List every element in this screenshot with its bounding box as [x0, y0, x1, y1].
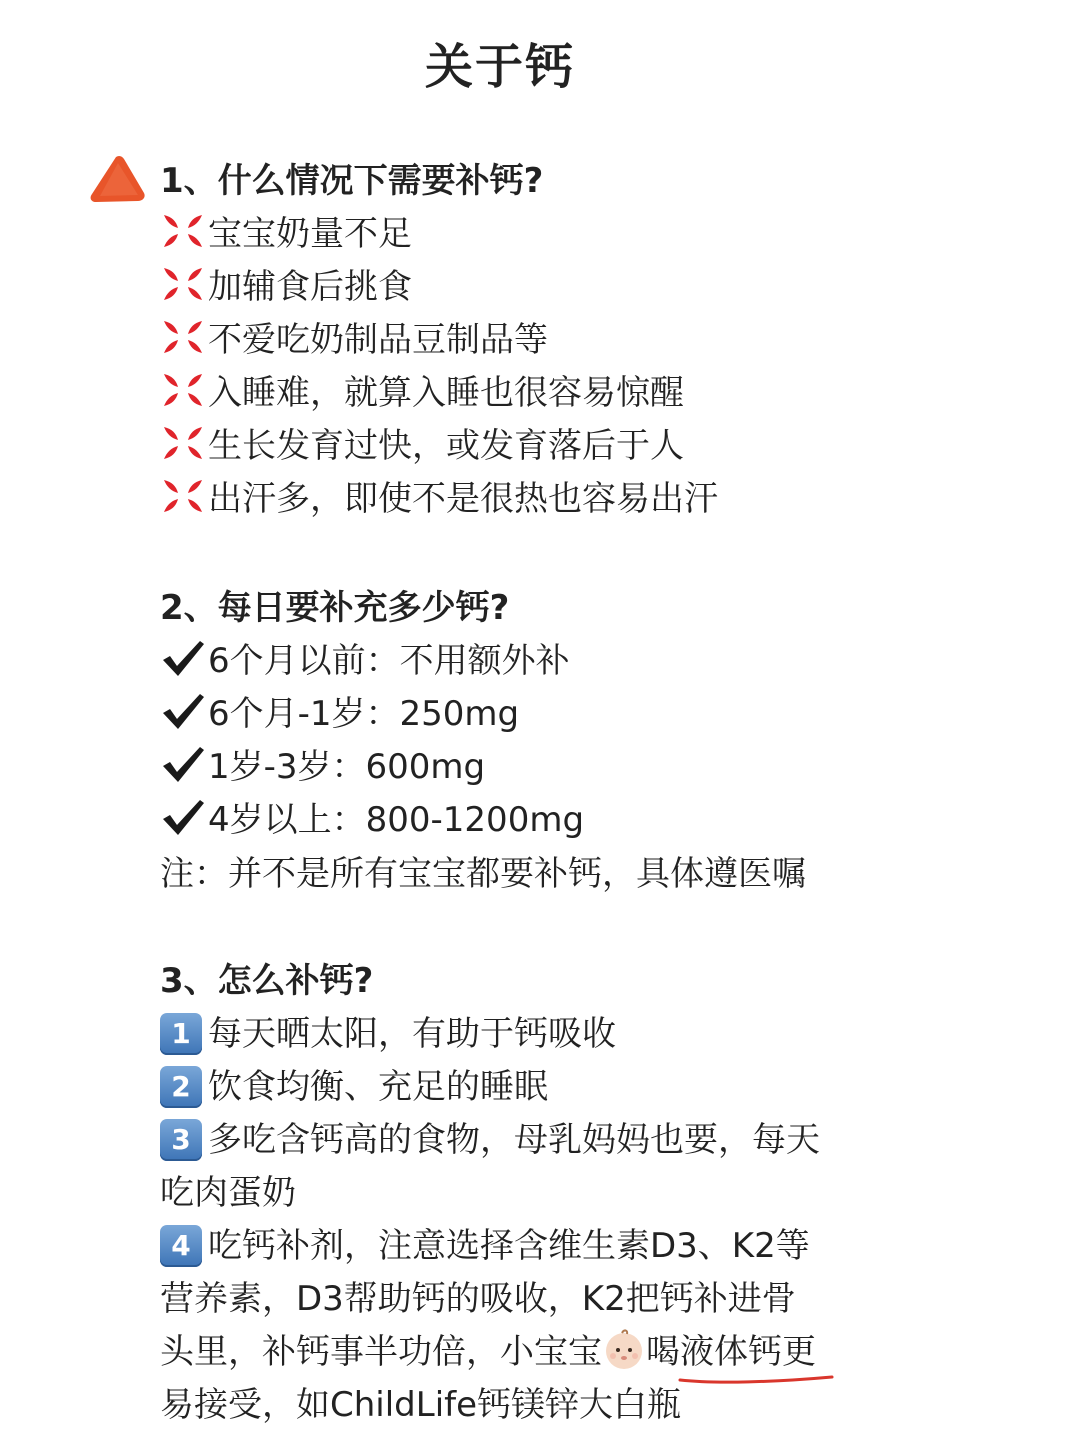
baby-face-icon [602, 1327, 646, 1371]
list-item [160, 367, 684, 419]
list-item [160, 688, 519, 740]
list-item-text: 不爱吃奶制品豆制品等 [208, 320, 548, 360]
underline-stroke [676, 1372, 836, 1386]
list-item [160, 261, 412, 313]
check-mark-icon [160, 638, 206, 678]
list-item-text: 喝 [646, 1332, 680, 1372]
list-item [160, 314, 548, 366]
section2-heading: 2、每日要补充多少钙? [160, 588, 510, 628]
anger-symbol-icon [160, 317, 206, 357]
list-item [160, 1114, 820, 1166]
section3-heading: 3、怎么补钙? [160, 961, 374, 1001]
list-item-text: 1岁-3岁：600mg [208, 747, 486, 787]
section1-heading: 1、什么情况下需要补钙? [160, 161, 544, 201]
list-item-text: 6个月-1岁：250mg [208, 694, 520, 734]
warning-triangle-icon [88, 153, 148, 205]
list-item [160, 741, 485, 793]
check-mark-icon [160, 797, 206, 837]
page-title: 关于钙 [424, 39, 575, 95]
highlighted-text [680, 1326, 816, 1378]
list-item [160, 635, 570, 687]
list-item-text: 4岁以上：800-1200mg [208, 800, 585, 840]
list-item [160, 1061, 548, 1113]
list-item [160, 473, 718, 525]
list-item-text: 吃钙补剂，注意选择含维生素D3、K2等 [208, 1226, 810, 1266]
list-item-text: 生长发育过快，或发育落后于人 [208, 426, 684, 466]
check-mark-icon [160, 744, 206, 784]
list-item-text: 出汗多，即使不是很热也容易出汗 [208, 479, 718, 519]
list-item [160, 794, 584, 846]
list-item-text: 多吃含钙高的食物，母乳妈妈也要，每天 [208, 1120, 820, 1160]
list-item [160, 208, 412, 260]
list-item-text: 宝宝奶量不足 [208, 214, 412, 254]
list-item [160, 420, 684, 472]
anger-symbol-icon [160, 264, 206, 304]
keycap-one-icon: 1 [160, 1013, 202, 1055]
anger-symbol-icon [160, 211, 206, 251]
list-item-continuation: 吃肉蛋奶 [160, 1173, 296, 1213]
list-item-text: 6个月以前：不用额外补 [208, 641, 570, 681]
list-item [160, 1220, 810, 1272]
check-mark-icon [160, 691, 206, 731]
list-item-text: 饮食均衡、充足的睡眠 [208, 1067, 548, 1107]
list-item [160, 1008, 616, 1060]
anger-symbol-icon [160, 370, 206, 410]
list-item-continuation [160, 1326, 816, 1378]
highlighted-text-label: 液体钙更 [680, 1332, 816, 1372]
list-item-continuation: 营养素，D3帮助钙的吸收，K2把钙补进骨 [160, 1279, 796, 1319]
keycap-three-icon: 3 [160, 1119, 202, 1161]
keycap-four-icon: 4 [160, 1225, 202, 1267]
list-item-text: 每天晒太阳，有助于钙吸收 [208, 1014, 616, 1054]
note-text: 注：并不是所有宝宝都要补钙，具体遵医嘱 [160, 854, 806, 894]
list-item-text: 入睡难，就算入睡也很容易惊醒 [208, 373, 684, 413]
keycap-two-icon: 2 [160, 1066, 202, 1108]
list-item-text: 头里，补钙事半功倍，小宝宝 [160, 1332, 602, 1372]
anger-symbol-icon [160, 476, 206, 516]
list-item-text: 加辅食后挑食 [208, 267, 412, 307]
anger-symbol-icon [160, 423, 206, 463]
list-item-continuation: 易接受，如ChildLife钙镁锌大白瓶 [160, 1385, 682, 1425]
